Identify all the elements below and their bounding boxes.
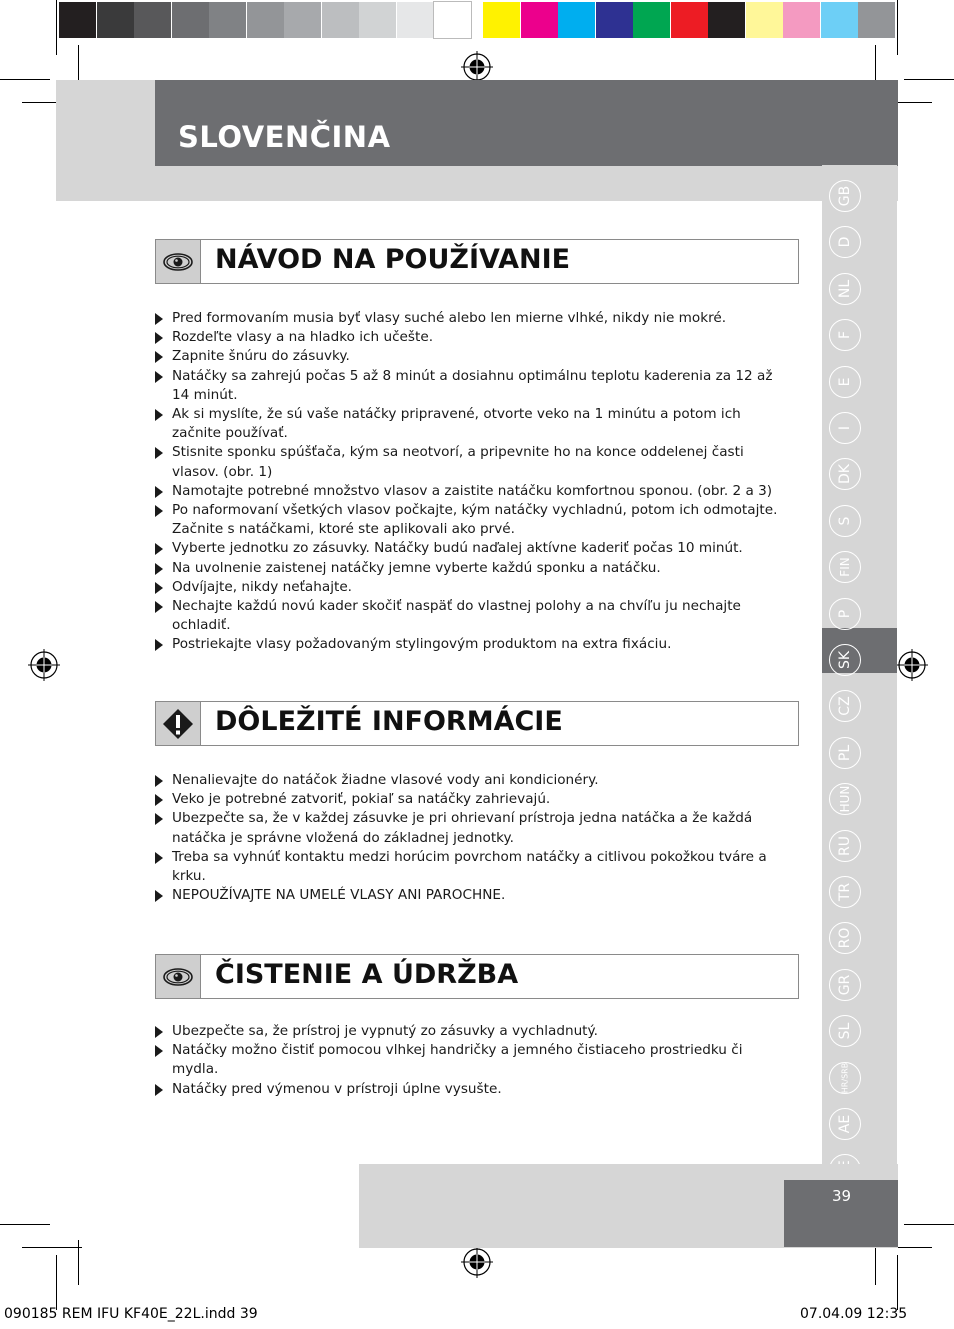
list-item: [155, 405, 785, 443]
language-tab-label: AE: [837, 1114, 853, 1134]
list-item-text: Treba sa vyhnúť kontaktu medzi horúcim povrchom natáčky a citlivou pokožkou tváre a krku.: [172, 848, 767, 885]
language-tab-label: P: [837, 609, 853, 618]
bullet-arrow-icon: [155, 852, 163, 864]
language-tab-p[interactable]: [829, 598, 861, 630]
section-header-important: [155, 701, 799, 746]
language-tab-ae[interactable]: [829, 1108, 861, 1140]
section-header-usage: [155, 239, 799, 284]
color-swatch: [97, 2, 134, 38]
list-item-text: Pred formovaním musia byť vlasy suché alebo len mierne vlhké, nikdy nie mokré.: [172, 310, 727, 326]
color-swatch: [247, 2, 284, 38]
list-item-text: Postriekajte vlasy požadovaným stylingovým produktom na extra fixáciu.: [172, 636, 672, 653]
list-item: [155, 559, 785, 578]
print-slug-file: 090185 REM IFU KF40E_22L.indd 39: [4, 1306, 258, 1322]
bullet-arrow-icon: [155, 332, 163, 344]
crop-mark: [897, 1255, 898, 1310]
page-number-box: [784, 1180, 898, 1247]
language-tab-label: E: [837, 377, 853, 387]
list-item: [155, 597, 785, 635]
page-number: 39: [832, 1187, 852, 1205]
registration-mark-icon: [896, 649, 928, 681]
language-tab-f[interactable]: [829, 319, 861, 351]
language-tab-label: DK: [837, 464, 853, 485]
list-item-text: Ubezpečte sa, že prístroj je vypnutý zo zásuvky a vychladnutý.: [172, 1023, 598, 1039]
usage-instructions-list: [155, 309, 785, 655]
language-tab-pl[interactable]: [829, 737, 861, 769]
list-item-text: Nechajte každú novú kader skočiť naspäť do vlastnej polohy a na chvíľu ju nechajte ochladiť.: [172, 598, 741, 634]
list-item: [155, 771, 785, 790]
color-swatch: [134, 2, 171, 38]
list-item-text: Namotajte potrebné množstvo vlasov a zaistite natáčku komfortnou sponou. (obr. 2 a 3): [172, 482, 773, 499]
language-tab-label: SL: [837, 1022, 853, 1040]
bullet-arrow-icon: [155, 563, 163, 575]
list-item: [155, 539, 785, 558]
list-item: [155, 790, 785, 809]
bullet-arrow-icon: [155, 794, 163, 806]
color-swatch: [521, 2, 558, 38]
page-title: SLOVENČINA: [178, 120, 391, 154]
registration-mark-icon: [461, 51, 493, 83]
language-tab-hun[interactable]: [829, 783, 861, 815]
language-tab-gr[interactable]: [829, 969, 861, 1001]
language-tab-label: PL: [837, 744, 853, 761]
color-swatch: [284, 2, 321, 38]
language-tab-label: CZ: [837, 696, 853, 717]
print-slug-date: 07.04.09 12:35: [800, 1306, 908, 1322]
language-tab-label: I: [837, 425, 853, 431]
cleaning-maintenance-list: [155, 1022, 785, 1099]
language-tab-label: RU: [837, 835, 853, 856]
crop-mark: [56, 0, 57, 55]
color-swatch: [359, 2, 396, 38]
list-item: [155, 848, 785, 886]
color-swatch: [59, 2, 96, 38]
language-tab-label: GB: [837, 185, 853, 207]
warning-icon: [156, 702, 201, 745]
list-item-text: Nenalievajte do natáčok žiadne vlasové vody ani kondicionéry.: [172, 772, 599, 788]
color-swatch: [821, 2, 858, 38]
list-item: [155, 886, 785, 905]
list-item-text: Odvíjajte, nikdy neťahajte.: [172, 578, 353, 595]
language-tab-nl[interactable]: [829, 273, 861, 305]
crop-mark: [904, 79, 954, 80]
list-item: [155, 809, 785, 847]
list-item-text: Natáčky pred výmenou v prístroji úplne vysušte.: [172, 1080, 502, 1097]
bullet-arrow-icon: [155, 505, 163, 517]
bullet-arrow-icon: [155, 409, 163, 421]
bullet-arrow-icon: [155, 639, 163, 651]
language-tab-sl[interactable]: [829, 1015, 861, 1047]
crop-mark: [78, 1240, 79, 1285]
color-swatch: [746, 2, 783, 38]
language-tab-ru[interactable]: [829, 830, 861, 862]
color-swatch: [671, 2, 708, 38]
language-tab-label: HUN: [838, 785, 852, 813]
list-item: [155, 328, 785, 347]
section-heading: DÔLEŽITÉ INFORMÁCIE: [215, 706, 563, 737]
list-item-text: Natáčky sa zahrejú počas 5 až 8 minút a dosiahnu optimálnu teplotu kaderenia za 12 až 14 minút.: [172, 367, 773, 403]
bullet-arrow-icon: [155, 813, 163, 825]
language-tab-label: S: [837, 516, 853, 526]
color-swatch: [209, 2, 246, 38]
list-item: [155, 1041, 785, 1079]
list-item: [155, 443, 785, 481]
language-tab-e[interactable]: [829, 366, 861, 398]
bullet-arrow-icon: [155, 775, 163, 787]
bullet-arrow-icon: [155, 486, 163, 498]
language-tab-label: SK: [837, 650, 853, 670]
language-tab-label: TR: [837, 882, 853, 902]
list-item: [155, 482, 785, 501]
list-item: [155, 1022, 785, 1041]
crop-mark: [897, 0, 898, 55]
list-item: [155, 1080, 785, 1099]
bullet-arrow-icon: [155, 1084, 163, 1096]
bullet-arrow-icon: [155, 601, 163, 613]
list-item: [155, 578, 785, 597]
color-swatch: [322, 2, 359, 38]
language-tab-label: D: [837, 237, 853, 248]
list-item-text: Vyberte jednotku zo zásuvky. Natáčky budú naďalej aktívne kaderiť počas 10 minút.: [172, 540, 743, 557]
bullet-arrow-icon: [155, 447, 163, 459]
color-swatch: [596, 2, 633, 38]
bullet-arrow-icon: [155, 351, 163, 363]
list-item-text: Veko je potrebné zatvoriť, pokiaľ sa natáčky zahrievajú.: [172, 791, 551, 808]
color-swatch: [558, 2, 595, 38]
list-item-text: Ak si myslíte, že sú vaše natáčky pripravené, otvorte veko na 1 minútu a potom ich začnite používať.: [172, 406, 741, 442]
eye-icon: [156, 240, 201, 283]
list-item-text: Po naformovaní všetkých vlasov počkajte, kým natáčky vychladnú, potom ich odmotajte. Začnite s natáčkami, ktoré ste aplikovali ako prvé.: [172, 502, 778, 538]
color-swatch: [708, 2, 745, 38]
crop-mark: [0, 79, 50, 80]
language-tab-gb[interactable]: [829, 180, 861, 212]
section-heading: ČISTENIE A ÚDRŽBA: [215, 959, 519, 990]
language-tab-label: HR/SRB: [840, 1062, 850, 1093]
language-tab-fin[interactable]: [829, 551, 861, 583]
bullet-arrow-icon: [155, 890, 163, 902]
bullet-arrow-icon: [155, 1045, 163, 1057]
language-tab-label: F: [837, 331, 853, 340]
list-item: [155, 501, 785, 539]
list-item-text: NEPOUŽÍVAJTE NA UMELÉ VLASY ANI PAROCHNE.: [172, 887, 506, 904]
language-tab-sk[interactable]: [829, 644, 861, 676]
bullet-arrow-icon: [155, 582, 163, 594]
registration-mark-icon: [28, 649, 60, 681]
list-item: [155, 309, 785, 328]
list-item-text: Natáčky možno čistiť pomocou vlhkej handričky a jemného čistiaceho prostriedku či mydla.: [172, 1042, 743, 1078]
list-item: [155, 635, 785, 654]
section-header-cleaning: [155, 954, 799, 999]
color-swatch: [434, 2, 471, 38]
crop-mark: [0, 1224, 50, 1225]
section-heading: NÁVOD NA POUŽÍVANIE: [215, 244, 571, 275]
color-swatch: [633, 2, 670, 38]
list-item: [155, 367, 785, 405]
language-tab-label: GR: [837, 974, 853, 996]
language-tab-s[interactable]: [829, 505, 861, 537]
important-information-list: [155, 771, 785, 905]
language-tab-label: RO: [837, 928, 853, 949]
crop-mark: [904, 1224, 954, 1225]
bullet-arrow-icon: [155, 543, 163, 555]
color-swatch: [172, 2, 209, 38]
color-swatch: [783, 2, 820, 38]
crop-mark: [22, 1247, 82, 1248]
crop-mark: [56, 1255, 57, 1310]
language-tab-label: NL: [837, 279, 853, 298]
list-item: [155, 347, 785, 366]
list-item-text: Rozdeľte vlasy a na hladko ich učešte.: [172, 329, 434, 346]
language-tab-hr-srb[interactable]: [829, 1062, 861, 1094]
bullet-arrow-icon: [155, 313, 163, 325]
language-tab-tr[interactable]: [829, 876, 861, 908]
registration-mark-icon: [461, 1246, 493, 1278]
color-swatch: [397, 2, 434, 38]
language-tab-i[interactable]: [829, 412, 861, 444]
list-item-text: Stisnite sponku spúšťača, kým sa neotvorí, a pripevnite ho na konce oddelenej časti vlasov. (obr. 1): [172, 444, 744, 480]
list-item-text: Zapnite šnúru do zásuvky.: [172, 348, 350, 365]
list-item-text: Na uvolnenie zaistenej natáčky jemne vyberte každú sponku a natáčku.: [172, 559, 661, 576]
color-swatch: [483, 2, 520, 38]
color-swatch: [858, 2, 895, 38]
eye-icon: [156, 955, 201, 998]
list-item-text: Ubezpečte sa, že v každej zásuvke je pri ohrievaní prístroja jedna natáčka a že každá natáčka je správne vložená do základnej jednotky.: [172, 810, 753, 846]
bullet-arrow-icon: [155, 371, 163, 383]
language-tab-label: FIN: [838, 557, 852, 577]
bullet-arrow-icon: [155, 1026, 163, 1038]
